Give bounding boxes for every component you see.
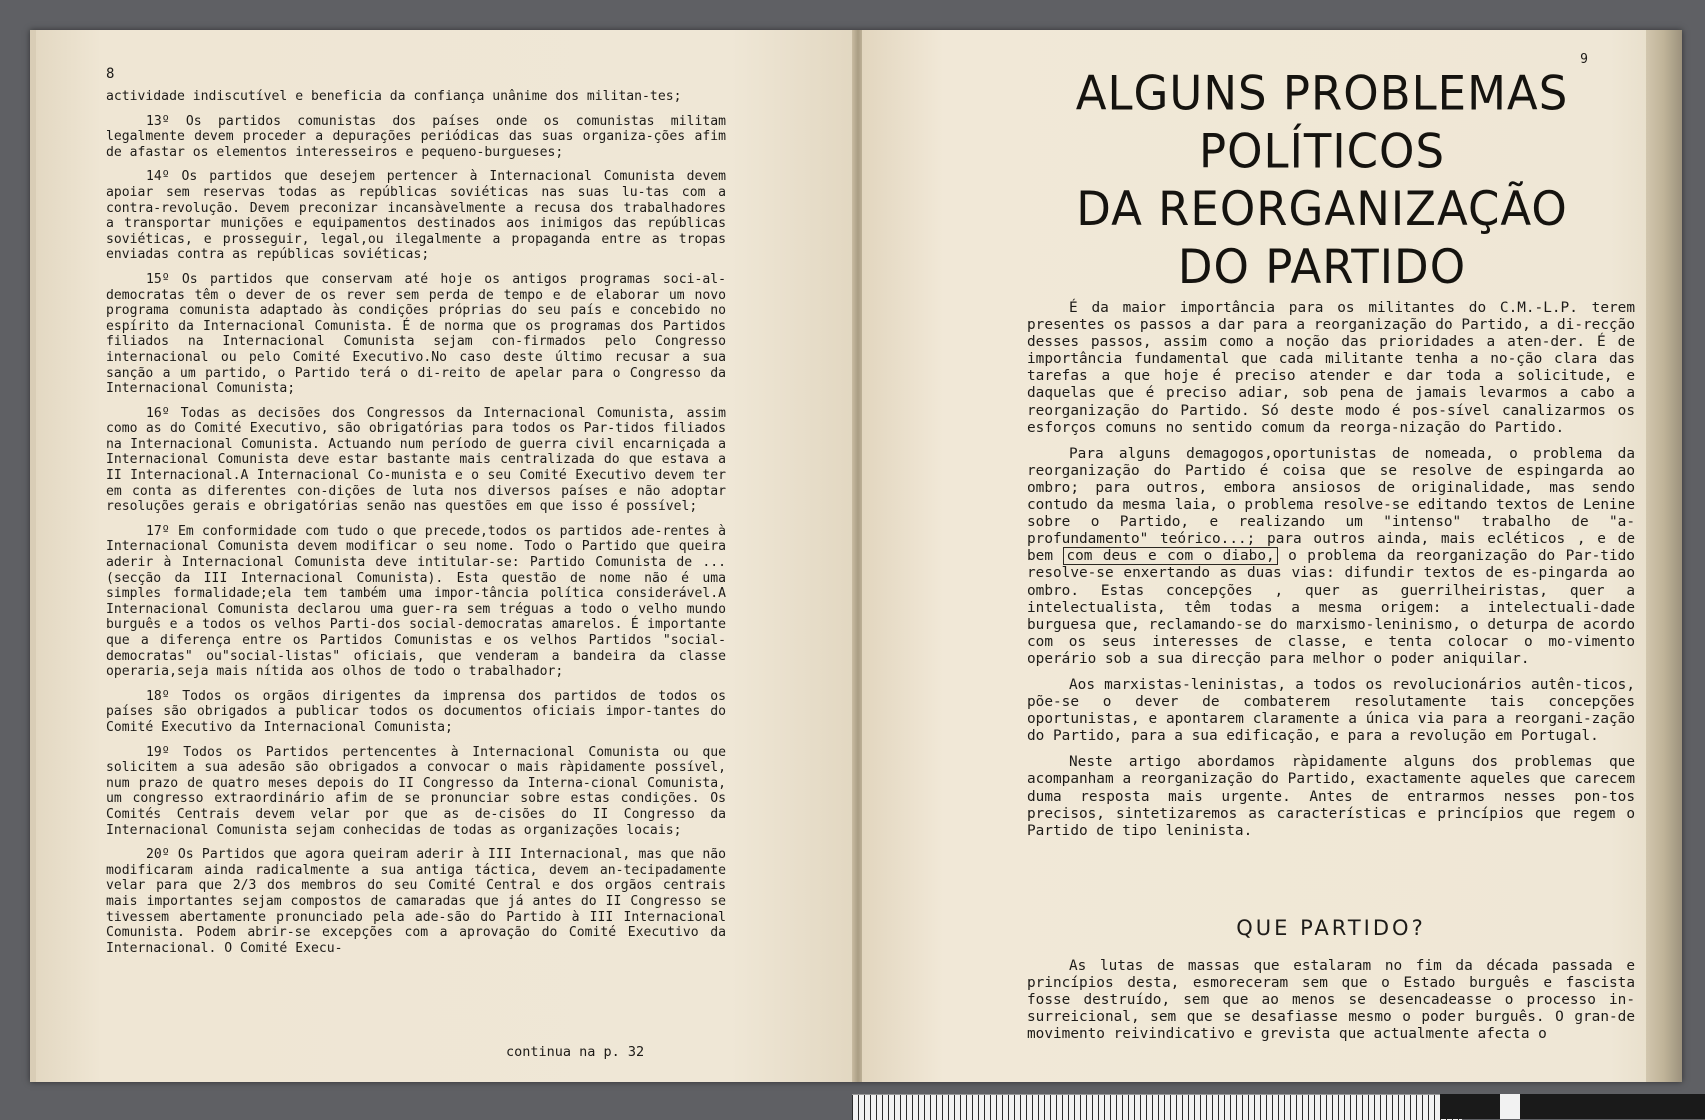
right-paragraph-2 (1027, 446, 1635, 668)
left-paragraph: 16º Todas as decisões dos Congressos da Internacional Comunista, assim como as do Comité Executivo, são obrigatórias para todos os Par-tidos filiados na Internacional Comunista. Actuando num período de guerra civil encarniçada a Internacional Comunista deve estar bastante mais centralizada do que estava a II Internacional.A Internacional Co-munista e o seu Comité Executivo devem ter em conta as diferentes con-dições de luta nos diversos países e não adoptar resoluções gerais e obrigatórias senão nas questões em que isso é possível; (106, 405, 726, 515)
ruler-black-segment (1440, 1094, 1705, 1119)
left-page (36, 30, 854, 1082)
title-line: POLÍTICOS (1198, 123, 1446, 179)
title-line: DA REORGANIZAÇÃO (1076, 181, 1568, 237)
left-paragraph: 17º Em conformidade com tudo o que precede,todos os partidos ade-rentes à Internacional Comunista devem modificar o seu nome. Todo o Partido que queira aderir à Internacional Comunista deve intitular-se: Partido Comunista de ...(secção da III Internacional Comunista). Esta questão de nome não é uma simples formalidade;ela tem também uma impor-tância política considerável.A Internacional Comunista declarou uma guer-ra sem tréguas a todo o velho mundo burguês e a todos os velhos Parti-dos social-democratas amarelos. É importante que a diferença entre os Partidos Comunistas e os velhos Partidos "social-democratas" ou"social-listas" oficiais, que venderam a bandeira da classe operaria,seja mais nítida aos olhos de todo o trabalhador; (106, 523, 726, 680)
right-column-bottom (1027, 958, 1635, 1052)
page-number-right: 9 (1580, 52, 1588, 67)
left-paragraph: 15º Os partidos que conservam até hoje os antigos programas soci-al-democratas têm o dever de os rever sem perda de tempo e de elaborar um novo programa comunista adaptado às condições próprias do seu país e concebido no espírito da Internacional Comunista. É de norma que os programas dos Partidos filiados na Internacional Comunista sejam con-firmados pelo Congresso internacional ou pelo Comité Executivo.No caso deste último recusar a sua sanção a um partido, o Partido terá o di-reito de apelar para o Congresso da Internacional Comunista; (106, 271, 726, 397)
ruler-white-segment (1500, 1094, 1520, 1119)
continuation-note: continua na p. 32 (506, 1044, 645, 1060)
right-last-paragraph: As lutas de massas que estalaram no fim da década passada e princípios desta, esmoreceram sem que o Estado burguês e fascista fosse destruído, sem que ao menos se desencadeasse o processo in-surreicional, sem que se desafiasse mesmo o poder burguês. O gran-de movimento reivindicativo e grevista que actualmente afecta o (1027, 958, 1635, 1043)
left-paragraph: 18º Todos os orgãos dirigentes da imprensa dos partidos de todos os países são obrigados a publicar todos os documentos oficiais impor-tantes do Comité Executivo da Internacional Comunista; (106, 688, 726, 735)
page-edge-shadow (1646, 30, 1682, 1082)
title-line: DO PARTIDO (1177, 238, 1467, 295)
right-paragraph: É da maior importância para os militantes do C.M.-L.P. terem presentes os passos a dar para a reorganização do Partido, a di-recção desses passos, assim como a noção das prioridades a aten-der. É de importância fundamental que cada militante tenha a no-ção clara das tarefas a que hoje é preciso atender e dar toda a solicitude, e daquelas que é preciso adiar, sob pena de jamais levarmos a cabo a reorganização do Partido. Só deste modo é pos-sível canalizarmos os esforços comuns no sentido comum da reorga-nização do Partido. (1027, 300, 1635, 436)
left-column (106, 89, 726, 965)
right-paragraph: Aos marxistas-leninistas, a todos os revolucionários autên-ticos, põe-se o dever de combaterem resolutamente tais concepções oportunistas, e apontarem claramente a única via para a reorgani-zação do Partido, para a sua edificação, e para a revolução em Portugal. (1027, 676, 1635, 745)
right-page (862, 30, 1676, 1082)
title-line: ALGUNS PROBLEMAS (1075, 65, 1569, 122)
left-paragraph: 19º Todos os Partidos pertencentes à Internacional Comunista ou que solicitem a sua adesão são obrigados a convocar o mais ràpidamente possível, num prazo de quatro meses depois do II Congresso da Interna-cional Comunista, um congresso extraordinário afim de se pronunciar sobre estas condições. Os Comités Centrais devem velar por que as de-cisões do II Congresso da Internacional Comunista sejam conhecidas de todas as organizações locais; (106, 744, 726, 838)
section-heading: QUE PARTIDO? (1236, 916, 1426, 940)
left-paragraph: actividade indiscutível e beneficia da confiança unânime dos militan-tes; (106, 89, 682, 104)
scale-ruler (852, 1094, 1462, 1120)
page-number-left: 8 (106, 66, 115, 82)
left-paragraph: 13º Os partidos comunistas dos países onde os comunistas militam legalmente devem proceder a depurações periódicas das suas organiza-ções afim de afastar os elementos interesseiros e pequeno-burgueses; (106, 113, 726, 160)
right-paragraph: Neste artigo abordamos ràpidamente alguns dos problemas que acompanham a reorganização do Partido, exactamente aqueles que carecem duma resposta mais urgente. Antes de entrarmos nesses pon-tos precisos, sintetizaremos as características e princípios que regem o Partido de tipo leninista. (1027, 754, 1635, 839)
right-column (1027, 300, 1635, 849)
boxed-phrase: com deus e com o diabo, (1063, 547, 1277, 565)
left-paragraph: 14º Os partidos que desejem pertencer à Internacional Comunista devem apoiar sem reservas todas as repúblicas soviéticas nas suas lu-tas com a contra-revolução. Devem preconizar incansàvelmente a recusa dos trabalhadores a transportar munições e equipamentos destinados aos inimigos das repúblicas soviéticas, e prosseguir, legal,ou ilegalmente a propaganda entre as tropas enviadas contra as repúblicas soviéticas; (106, 169, 726, 263)
paragraph-2-before: Para alguns demagogos,oportunistas de nomeada, o problema da reorganização do Partido é coisa que se resolve de espingarda ao ombro; para outros, embora ansiosos de originalidade, mas sendo contudo da mesma laia, o problema resolve-se editando textos de Lenine sobre o Partido, e realizando um "intenso" trabalho de "a-profundamento" teórico...; para outros ainda, mais ecléticos , e de bem (1027, 445, 1635, 565)
paragraph-2-after: o problema da reorganização do Par-tido resolve-se enxertando as duas vias: difundir textos de es-pingarda ao ombro. Estas concepções , quer as guerrilheiristas, quer a intelectualista, têm todas a mesma origem: a intelectuali-dade burguesa que, reclamando-se do marxismo-leninismo, o deturpa de acordo com os seus interesses de classe, e tenta colocar o mo-vimento operário sob a sua direcção para melhor o poder aniquilar. (1027, 548, 1635, 667)
book-spread (30, 30, 1682, 1082)
left-paragraph: 20º Os Partidos que agora queiram aderir à III Internacional, mas que não modificaram ainda radicalmente a sua antiga táctica, devem an-tecipadamente velar para que 2/3 dos membros do seu Comité Central e dos orgãos centrais mais importantes sejam compostos de camaradas que já antes do II Congresso se tivessem abertamente pronunciado pela ade-são do Partido à III Internacional Comunista. Podem abrir-se excepções com a aprovação do Comité Executivo da Internacional. O Comité Execu- (106, 847, 726, 956)
article-title (992, 65, 1652, 296)
